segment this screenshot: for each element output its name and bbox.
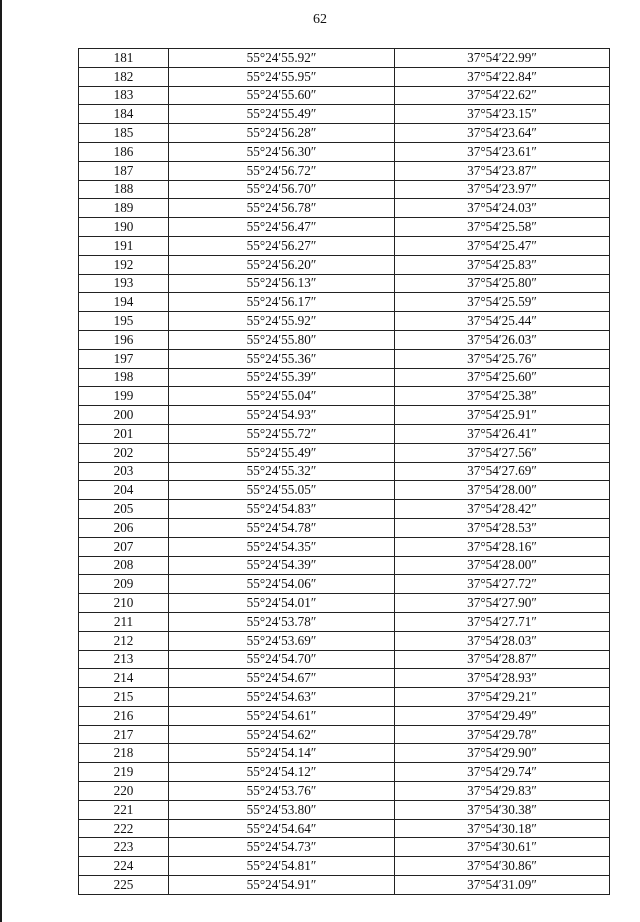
latitude-cell: 55°24′55.32″	[169, 462, 395, 481]
latitude-cell: 55°24′54.83″	[169, 500, 395, 519]
latitude-cell: 55°24′53.78″	[169, 612, 395, 631]
point-number-cell: 184	[79, 105, 169, 124]
table-row	[79, 161, 610, 180]
longitude-cell: 37°54′28.03″	[395, 631, 610, 650]
table-row	[79, 500, 610, 519]
longitude-cell: 37°54′25.44″	[395, 312, 610, 331]
point-number-cell: 194	[79, 293, 169, 312]
coordinates-table-body	[79, 49, 610, 895]
point-number-cell: 223	[79, 838, 169, 857]
table-row	[79, 406, 610, 425]
longitude-cell: 37°54′28.87″	[395, 650, 610, 669]
point-number-cell: 219	[79, 763, 169, 782]
latitude-cell: 55°24′54.35″	[169, 537, 395, 556]
table-row	[79, 142, 610, 161]
point-number-cell: 213	[79, 650, 169, 669]
table-row	[79, 199, 610, 218]
latitude-cell: 55°24′54.61″	[169, 706, 395, 725]
longitude-cell: 37°54′30.86″	[395, 857, 610, 876]
latitude-cell: 55°24′55.72″	[169, 424, 395, 443]
table-row	[79, 688, 610, 707]
longitude-cell: 37°54′26.03″	[395, 330, 610, 349]
point-number-cell: 216	[79, 706, 169, 725]
longitude-cell: 37°54′28.42″	[395, 500, 610, 519]
table-row	[79, 857, 610, 876]
table-row	[79, 293, 610, 312]
table-row	[79, 387, 610, 406]
table-row	[79, 800, 610, 819]
table-row	[79, 876, 610, 895]
longitude-cell: 37°54′29.21″	[395, 688, 610, 707]
longitude-cell: 37°54′25.58″	[395, 218, 610, 237]
longitude-cell: 37°54′25.76″	[395, 349, 610, 368]
latitude-cell: 55°24′55.36″	[169, 349, 395, 368]
longitude-cell: 37°54′27.69″	[395, 462, 610, 481]
latitude-cell: 55°24′56.47″	[169, 218, 395, 237]
point-number-cell: 220	[79, 782, 169, 801]
longitude-cell: 37°54′25.83″	[395, 255, 610, 274]
latitude-cell: 55°24′56.28″	[169, 124, 395, 143]
longitude-cell: 37°54′28.00″	[395, 556, 610, 575]
table-row	[79, 575, 610, 594]
longitude-cell: 37°54′30.61″	[395, 838, 610, 857]
latitude-cell: 55°24′54.14″	[169, 744, 395, 763]
latitude-cell: 55°24′55.80″	[169, 330, 395, 349]
point-number-cell: 218	[79, 744, 169, 763]
point-number-cell: 195	[79, 312, 169, 331]
table-row	[79, 255, 610, 274]
latitude-cell: 55°24′56.72″	[169, 161, 395, 180]
latitude-cell: 55°24′55.49″	[169, 105, 395, 124]
point-number-cell: 208	[79, 556, 169, 575]
point-number-cell: 193	[79, 274, 169, 293]
longitude-cell: 37°54′27.72″	[395, 575, 610, 594]
longitude-cell: 37°54′28.53″	[395, 518, 610, 537]
latitude-cell: 55°24′56.20″	[169, 255, 395, 274]
point-number-cell: 190	[79, 218, 169, 237]
table-row	[79, 462, 610, 481]
longitude-cell: 37°54′25.60″	[395, 368, 610, 387]
table-row	[79, 274, 610, 293]
table-row	[79, 330, 610, 349]
coordinates-table	[78, 48, 610, 895]
longitude-cell: 37°54′29.78″	[395, 725, 610, 744]
point-number-cell: 222	[79, 819, 169, 838]
point-number-cell: 185	[79, 124, 169, 143]
table-row	[79, 706, 610, 725]
point-number-cell: 189	[79, 199, 169, 218]
table-row	[79, 67, 610, 86]
point-number-cell: 202	[79, 443, 169, 462]
longitude-cell: 37°54′29.90″	[395, 744, 610, 763]
latitude-cell: 55°24′54.06″	[169, 575, 395, 594]
table-row	[79, 725, 610, 744]
longitude-cell: 37°54′28.16″	[395, 537, 610, 556]
table-row	[79, 669, 610, 688]
table-row	[79, 631, 610, 650]
table-row	[79, 368, 610, 387]
table-row	[79, 481, 610, 500]
table-row	[79, 443, 610, 462]
longitude-cell: 37°54′29.49″	[395, 706, 610, 725]
latitude-cell: 55°24′55.60″	[169, 86, 395, 105]
longitude-cell: 37°54′25.91″	[395, 406, 610, 425]
longitude-cell: 37°54′25.59″	[395, 293, 610, 312]
point-number-cell: 203	[79, 462, 169, 481]
longitude-cell: 37°54′30.18″	[395, 819, 610, 838]
table-row	[79, 650, 610, 669]
table-row	[79, 594, 610, 613]
table-row	[79, 49, 610, 68]
point-number-cell: 188	[79, 180, 169, 199]
table-row	[79, 236, 610, 255]
point-number-cell: 214	[79, 669, 169, 688]
longitude-cell: 37°54′31.09″	[395, 876, 610, 895]
table-row	[79, 782, 610, 801]
point-number-cell: 192	[79, 255, 169, 274]
longitude-cell: 37°54′23.64″	[395, 124, 610, 143]
point-number-cell: 197	[79, 349, 169, 368]
table-row	[79, 180, 610, 199]
latitude-cell: 55°24′54.70″	[169, 650, 395, 669]
point-number-cell: 225	[79, 876, 169, 895]
point-number-cell: 221	[79, 800, 169, 819]
longitude-cell: 37°54′22.99″	[395, 49, 610, 68]
latitude-cell: 55°24′54.12″	[169, 763, 395, 782]
latitude-cell: 55°24′56.17″	[169, 293, 395, 312]
page-number: 62	[313, 12, 327, 27]
latitude-cell: 55°24′56.27″	[169, 236, 395, 255]
longitude-cell: 37°54′25.38″	[395, 387, 610, 406]
point-number-cell: 205	[79, 500, 169, 519]
longitude-cell: 37°54′30.38″	[395, 800, 610, 819]
point-number-cell: 201	[79, 424, 169, 443]
point-number-cell: 200	[79, 406, 169, 425]
latitude-cell: 55°24′54.78″	[169, 518, 395, 537]
latitude-cell: 55°24′55.95″	[169, 67, 395, 86]
table-row	[79, 424, 610, 443]
point-number-cell: 181	[79, 49, 169, 68]
table-row	[79, 819, 610, 838]
point-number-cell: 198	[79, 368, 169, 387]
latitude-cell: 55°24′54.63″	[169, 688, 395, 707]
longitude-cell: 37°54′23.61″	[395, 142, 610, 161]
latitude-cell: 55°24′55.92″	[169, 312, 395, 331]
point-number-cell: 199	[79, 387, 169, 406]
point-number-cell: 217	[79, 725, 169, 744]
latitude-cell: 55°24′54.62″	[169, 725, 395, 744]
table-row	[79, 537, 610, 556]
point-number-cell: 186	[79, 142, 169, 161]
longitude-cell: 37°54′23.15″	[395, 105, 610, 124]
table-row	[79, 124, 610, 143]
scan-edge	[0, 0, 2, 922]
point-number-cell: 215	[79, 688, 169, 707]
table-row	[79, 612, 610, 631]
latitude-cell: 55°24′54.64″	[169, 819, 395, 838]
latitude-cell: 55°24′54.91″	[169, 876, 395, 895]
point-number-cell: 212	[79, 631, 169, 650]
point-number-cell: 196	[79, 330, 169, 349]
point-number-cell: 224	[79, 857, 169, 876]
point-number-cell: 211	[79, 612, 169, 631]
point-number-cell: 204	[79, 481, 169, 500]
latitude-cell: 55°24′55.39″	[169, 368, 395, 387]
point-number-cell: 187	[79, 161, 169, 180]
point-number-cell: 183	[79, 86, 169, 105]
table-row	[79, 86, 610, 105]
latitude-cell: 55°24′54.39″	[169, 556, 395, 575]
latitude-cell: 55°24′54.73″	[169, 838, 395, 857]
table-row	[79, 556, 610, 575]
point-number-cell: 207	[79, 537, 169, 556]
point-number-cell: 209	[79, 575, 169, 594]
latitude-cell: 55°24′56.78″	[169, 199, 395, 218]
point-number-cell: 182	[79, 67, 169, 86]
table-row	[79, 105, 610, 124]
longitude-cell: 37°54′25.80″	[395, 274, 610, 293]
point-number-cell: 191	[79, 236, 169, 255]
table-row	[79, 218, 610, 237]
latitude-cell: 55°24′54.93″	[169, 406, 395, 425]
longitude-cell: 37°54′26.41″	[395, 424, 610, 443]
latitude-cell: 55°24′56.13″	[169, 274, 395, 293]
latitude-cell: 55°24′54.01″	[169, 594, 395, 613]
longitude-cell: 37°54′29.83″	[395, 782, 610, 801]
point-number-cell: 210	[79, 594, 169, 613]
longitude-cell: 37°54′23.87″	[395, 161, 610, 180]
latitude-cell: 55°24′55.05″	[169, 481, 395, 500]
point-number-cell: 206	[79, 518, 169, 537]
longitude-cell: 37°54′25.47″	[395, 236, 610, 255]
latitude-cell: 55°24′54.67″	[169, 669, 395, 688]
longitude-cell: 37°54′22.84″	[395, 67, 610, 86]
longitude-cell: 37°54′23.97″	[395, 180, 610, 199]
latitude-cell: 55°24′53.69″	[169, 631, 395, 650]
longitude-cell: 37°54′29.74″	[395, 763, 610, 782]
table-row	[79, 763, 610, 782]
table-row	[79, 312, 610, 331]
table-row	[79, 349, 610, 368]
table-row	[79, 838, 610, 857]
longitude-cell: 37°54′27.56″	[395, 443, 610, 462]
longitude-cell: 37°54′22.62″	[395, 86, 610, 105]
table-row	[79, 744, 610, 763]
latitude-cell: 55°24′56.70″	[169, 180, 395, 199]
longitude-cell: 37°54′27.71″	[395, 612, 610, 631]
table-row	[79, 518, 610, 537]
latitude-cell: 55°24′55.92″	[169, 49, 395, 68]
latitude-cell: 55°24′56.30″	[169, 142, 395, 161]
latitude-cell: 55°24′53.80″	[169, 800, 395, 819]
longitude-cell: 37°54′24.03″	[395, 199, 610, 218]
longitude-cell: 37°54′28.93″	[395, 669, 610, 688]
latitude-cell: 55°24′55.04″	[169, 387, 395, 406]
latitude-cell: 55°24′55.49″	[169, 443, 395, 462]
latitude-cell: 55°24′54.81″	[169, 857, 395, 876]
longitude-cell: 37°54′28.00″	[395, 481, 610, 500]
longitude-cell: 37°54′27.90″	[395, 594, 610, 613]
latitude-cell: 55°24′53.76″	[169, 782, 395, 801]
